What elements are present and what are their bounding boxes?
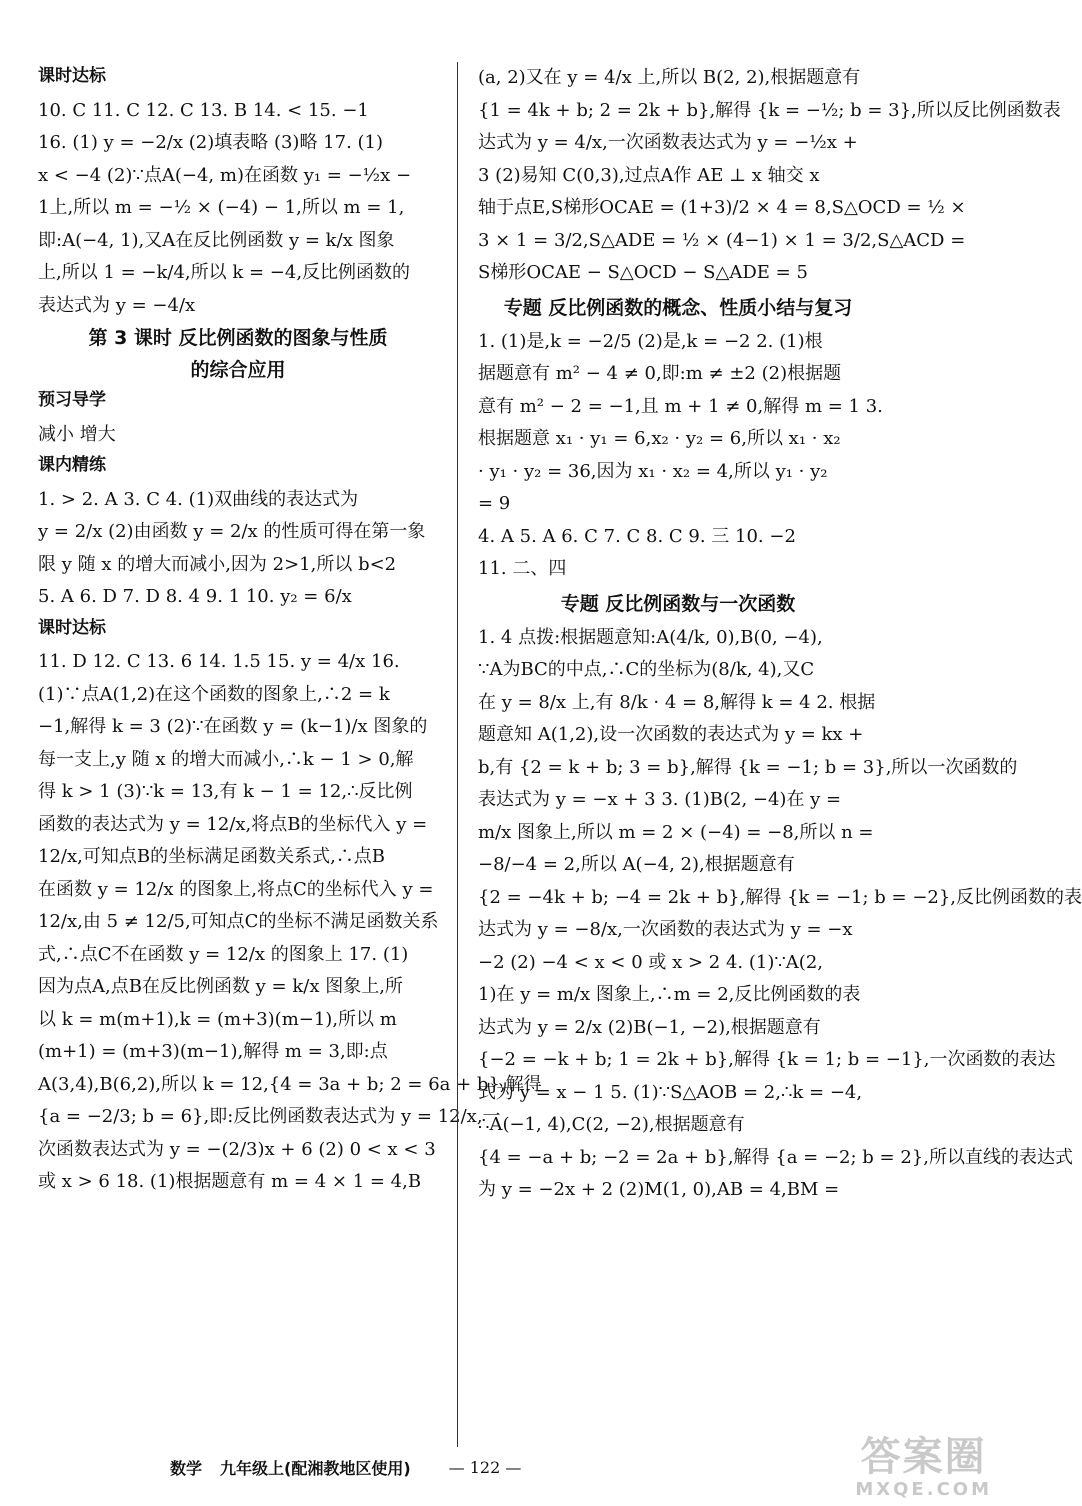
answer-line: 据题意有 m² − 4 ≠ 0,即:m ≠ ±2 (2)根据题 <box>478 363 842 384</box>
answer-line: m/x 图象上,所以 m = 2 × (−4) = −8,所以 n = <box>478 821 874 843</box>
answer-line: b,有 {2 = k + b; 3 = b},解得 {k = −1; b = 3},所以一次函数的 <box>478 756 1018 778</box>
answer-line: {2 = −4k + b; −4 = 2k + b},解得 {k = −1; b = −2},反比例函数的表 <box>478 886 1082 908</box>
answer-line: {4 = −a + b; −2 = 2a + b},解得 {a = −2; b = 2},所以直线的表达式 <box>478 1146 1073 1168</box>
answer-line: A(3,4),B(6,2),所以 k = 12,{4 = 3a + b; 2 = 6a + b},解得 <box>38 1073 542 1095</box>
answer-line: 上,所以 1 = −k/4,所以 k = −4,反比例函数的 <box>38 262 411 283</box>
answer-line: 5. A 6. D 7. D 8. 4 9. 1 10. y₂ = 6/x <box>38 586 352 607</box>
lesson-title-line-1: 第 3 课时 反比例函数的图象与性质 <box>88 327 388 349</box>
answer-line: 根据题意 x₁ · y₁ = 6,x₂ · y₂ = 6,所以 x₁ · x₂ <box>478 428 841 449</box>
answer-line: y = 2/x (2)由函数 y = 2/x 的性质可得在第一象 <box>38 521 426 542</box>
answer-line: 次函数表达式为 y = −(2/3)x + 6 (2) 0 < x < 3 <box>38 1138 436 1160</box>
answer-line: 3 × 1 = 3/2,S△ADE = ½ × (4−1) × 1 = 3/2,S△ACD = <box>478 229 966 251</box>
answer-line: −2 (2) −4 < x < 0 或 x > 2 4. (1)∵A(2, <box>478 951 823 973</box>
answer-line: 或 x > 6 18. (1)根据题意有 m = 4 × 1 = 4,B <box>38 1171 422 1192</box>
answer-line: 在 y = 8/x 上,有 8/k · 4 = 8,解得 k = 4 2. 根据 <box>478 691 876 713</box>
answer-line: 16. (1) y = −2/x (2)填表略 (3)略 17. (1) <box>38 132 384 153</box>
left-block-a <box>38 62 438 322</box>
answer-line: 1)在 y = m/x 图象上,∴m = 2,反比例函数的表 <box>478 984 861 1005</box>
section-heading: 课内精练 <box>38 455 106 475</box>
answer-line: 每一支上,y 随 x 的增大而减小,∴k − 1 > 0,解 <box>38 748 414 770</box>
answer-line: 4. A 5. A 6. C 7. C 8. C 9. 三 10. −2 <box>478 525 796 547</box>
answer-line: 减小 增大 <box>38 423 116 445</box>
answer-line: 11. 二、四 <box>478 558 567 579</box>
answer-line: 11. D 12. C 13. 6 14. 1.5 15. y = 4/x 16. <box>38 651 400 672</box>
answer-line: = 9 <box>478 493 511 514</box>
answer-line: 式为 y = x − 1 5. (1)∵S△AOB = 2,∴k = −4, <box>478 1081 863 1103</box>
right-column <box>478 62 1082 1207</box>
section-heading: 课时达标 <box>38 66 106 86</box>
answer-line: 以 k = m(m+1),k = (m+3)(m−1),所以 m <box>38 1008 397 1030</box>
answer-line: 为 y = −2x + 2 (2)M(1, 0),AB = 4,BM = <box>478 1179 840 1200</box>
answer-line: · y₁ · y₂ = 36,因为 x₁ · x₂ = 4,所以 y₁ · y₂ <box>478 460 828 482</box>
answer-line: 3 (2)易知 C(0,3),过点A作 AE ⊥ x 轴交 x <box>478 164 820 186</box>
answer-line: 意有 m² − 2 = −1,且 m + 1 ≠ 0,解得 m = 1 3. <box>478 395 883 417</box>
footer-subject: 数学 <box>170 1459 203 1478</box>
lesson-title-line-2: 的综合应用 <box>190 359 286 381</box>
answer-line: x < −4 (2)∵点A(−4, m)在函数 y₁ = −½x − <box>38 164 412 186</box>
answer-line: 表达式为 y = −x + 3 3. (1)B(2, −4)在 y = <box>478 789 842 810</box>
answer-line: 12/x,可知点B的坐标满足函数关系式,∴点B <box>38 846 386 867</box>
answer-line: 式,∴点C不在函数 y = 12/x 的图象上 17. (1) <box>38 943 409 965</box>
answer-line: (a, 2)又在 y = 4/x 上,所以 B(2, 2),根据题意有 <box>478 67 861 88</box>
page-number: — 122 — <box>448 1458 522 1477</box>
section-heading: 课时达标 <box>38 617 106 638</box>
answer-line: 1. (1)是,k = −2/5 (2)是,k = −2 2. (1)根 <box>478 330 823 352</box>
watermark-title: 答案圈 <box>860 1434 987 1480</box>
answer-line: ∴A(−1, 4),C(2, −2),根据题意有 <box>478 1114 745 1135</box>
answer-line: 在函数 y = 12/x 的图象上,将点C的坐标代入 y = <box>38 878 434 900</box>
answer-line: 限 y 随 x 的增大而减小,因为 2>1,所以 b<2 <box>38 553 397 575</box>
footer-grade: 九年级上(配湘教地区使用) <box>220 1459 411 1478</box>
answer-line: {a = −2/3; b = 6},即:反比例函数表达式为 y = 12/x,一 <box>38 1106 501 1127</box>
right-block-b <box>478 326 883 586</box>
answer-line: {1 = 4k + b; 2 = 2k + b},解得 {k = −½; b = 3},所以反比例函数表 <box>478 99 1061 121</box>
answer-line: 达式为 y = 2/x (2)B(−1, −2),根据题意有 <box>478 1016 821 1038</box>
watermark-logo <box>855 1435 992 1500</box>
answer-line: 1上,所以 m = −½ × (−4) − 1,所以 m = 1, <box>38 197 405 218</box>
answer-line: 即:A(−4, 1),又A在反比例函数 y = k/x 图象 <box>38 229 395 251</box>
answer-line: 题意知 A(1,2),设一次函数的表达式为 y = kx + <box>478 724 864 745</box>
section-heading: 预习导学 <box>38 390 106 410</box>
answer-line: 达式为 y = −8/x,一次函数的表达式为 y = −x <box>478 919 853 940</box>
watermark-url: MXQE.COM <box>855 1479 992 1500</box>
answer-line: 达式为 y = 4/x,一次函数表达式为 y = −½x + <box>478 132 858 153</box>
answer-line: 因为点A,点B在反比例函数 y = k/x 图象上,所 <box>38 976 403 997</box>
answer-line: 12/x,由 5 ≠ 12/5,可知点C的坐标不满足函数关系 <box>38 911 439 932</box>
answer-line: ∵A为BC的中点,∴C的坐标为(8/k, 4),又C <box>478 659 815 680</box>
answer-line: {−2 = −k + b; 1 = 2k + b},解得 {k = 1; b = −1},一次函数的表达 <box>478 1049 1056 1070</box>
answer-line: S梯形OCAE − S△OCD − S△ADE = 5 <box>478 262 808 283</box>
answer-line: (1)∵点A(1,2)在这个函数的图象上,∴2 = k <box>38 683 390 705</box>
answer-line: 10. C 11. C 12. C 13. B 14. < 15. −1 <box>38 99 369 121</box>
answer-line: 1. 4 点拨:根据题意知:A(4/k, 0),B(0, −4), <box>478 626 823 648</box>
answer-line: 表达式为 y = −4/x <box>38 294 196 316</box>
topic-heading-2: 专题 反比例函数与一次函数 <box>560 592 796 615</box>
right-block-c <box>478 622 1082 1207</box>
answer-line: −1,解得 k = 3 (2)∵在函数 y = (k−1)/x 图象的 <box>38 716 428 737</box>
answer-line: 轴于点E,S梯形OCAE = (1+3)/2 × 4 = 8,S△OCD = ½ × <box>478 197 966 218</box>
answer-line: 函数的表达式为 y = 12/x,将点B的坐标代入 y = <box>38 813 428 835</box>
page-footer <box>170 1456 830 1479</box>
answer-line: 得 k > 1 (3)∵k = 13,有 k − 1 = 12,∴反比例 <box>38 781 413 802</box>
answer-line: 1. > 2. A 3. C 4. (1)双曲线的表达式为 <box>38 488 359 510</box>
answer-line: −8/−4 = 2,所以 A(−4, 2),根据题意有 <box>478 854 795 875</box>
column-divider <box>457 62 458 1447</box>
answer-line: (m+1) = (m+3)(m−1),解得 m = 3,即:点 <box>38 1041 388 1062</box>
right-block-a <box>478 62 1061 290</box>
topic-heading-1: 专题 反比例函数的概念、性质小结与复习 <box>503 296 853 319</box>
